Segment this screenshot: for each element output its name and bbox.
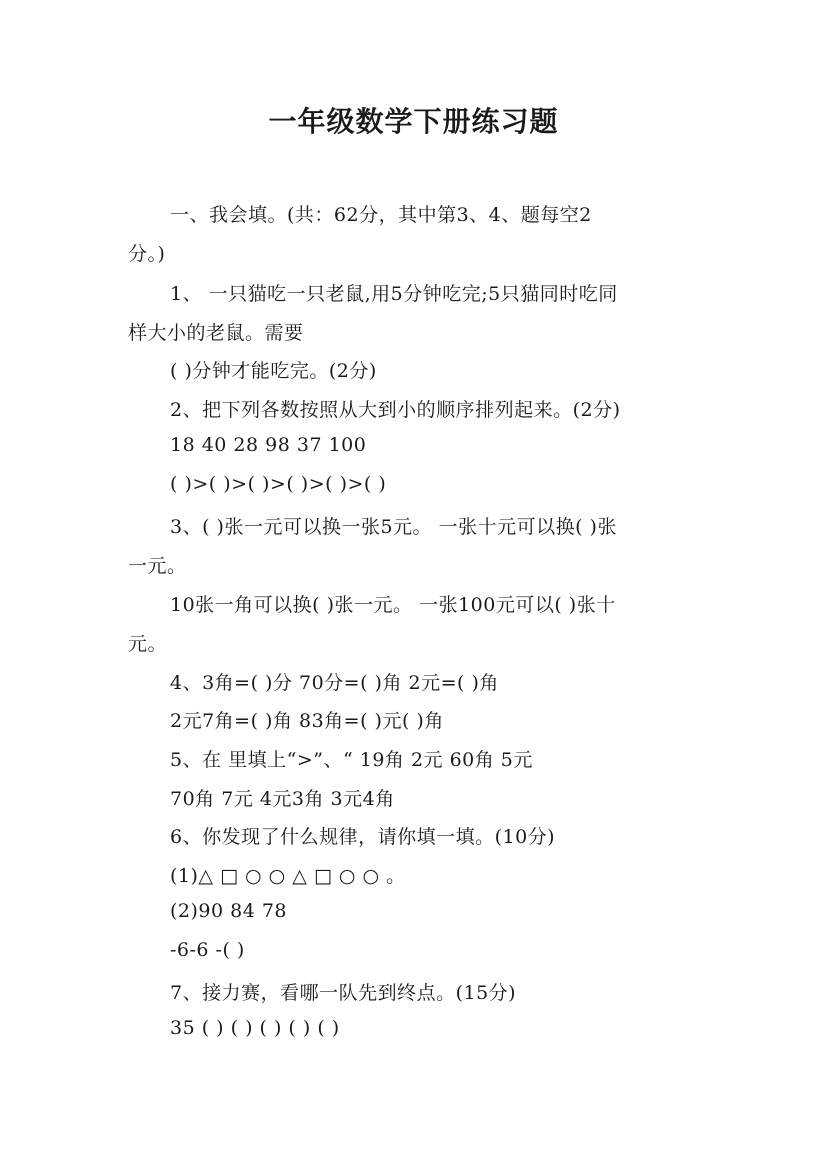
question-7: 7、接力赛，看哪一队先到终点。(15分): [170, 982, 517, 1004]
question-4: 4、3角=( )分 70分=( )角 2元=( )角: [170, 672, 499, 694]
text-line: 2元7角=( )角 83角=( )元( )角: [170, 710, 444, 732]
text-line: ( )分钟才能吃完。(2分): [170, 360, 377, 382]
question-5: 5、在 里填上“>”、“ 19角 2元 60角 5元: [170, 749, 533, 771]
text-line: 10张一角可以换( )张一元。 一张100元可以( )张十: [170, 594, 616, 616]
text-line: 分。): [128, 243, 166, 265]
text-line: 一元。: [128, 555, 187, 577]
text-line: 18 40 28 98 37 100: [170, 434, 367, 456]
page-title: 一年级数学下册练习题: [268, 105, 559, 138]
text-line: -6-6 -( ): [170, 939, 245, 961]
text-line: ( )>( )>( )>( )>( )>( ): [170, 473, 387, 495]
text-line: (1)△ □ ○ ○ △ □ ○ ○ 。: [170, 865, 406, 887]
question-1: 1、 一只猫吃一只老鼠,用5分钟吃完;5只猫同时吃同: [170, 283, 618, 305]
question-3: 3、( )张一元可以换一张5元。 一张十元可以换( )张: [170, 516, 617, 538]
question-2: 2、把下列各数按照从大到小的顺序排列起来。(2分): [170, 399, 621, 421]
text-line: (2)90 84 78: [170, 900, 288, 922]
question-6: 6、你发现了什么规律，请你填一填。(10分): [170, 826, 556, 848]
text-line: 样大小的老鼠。需要: [128, 322, 304, 344]
text-line: 元。: [128, 633, 168, 655]
section-1-heading: 一、我会填。(共：62分，其中第3、4、题每空2: [170, 204, 592, 226]
text-line: 35 ( ) ( ) ( ) ( ) ( ): [170, 1017, 340, 1039]
text-line: 70角 7元 4元3角 3元4角: [170, 788, 395, 810]
